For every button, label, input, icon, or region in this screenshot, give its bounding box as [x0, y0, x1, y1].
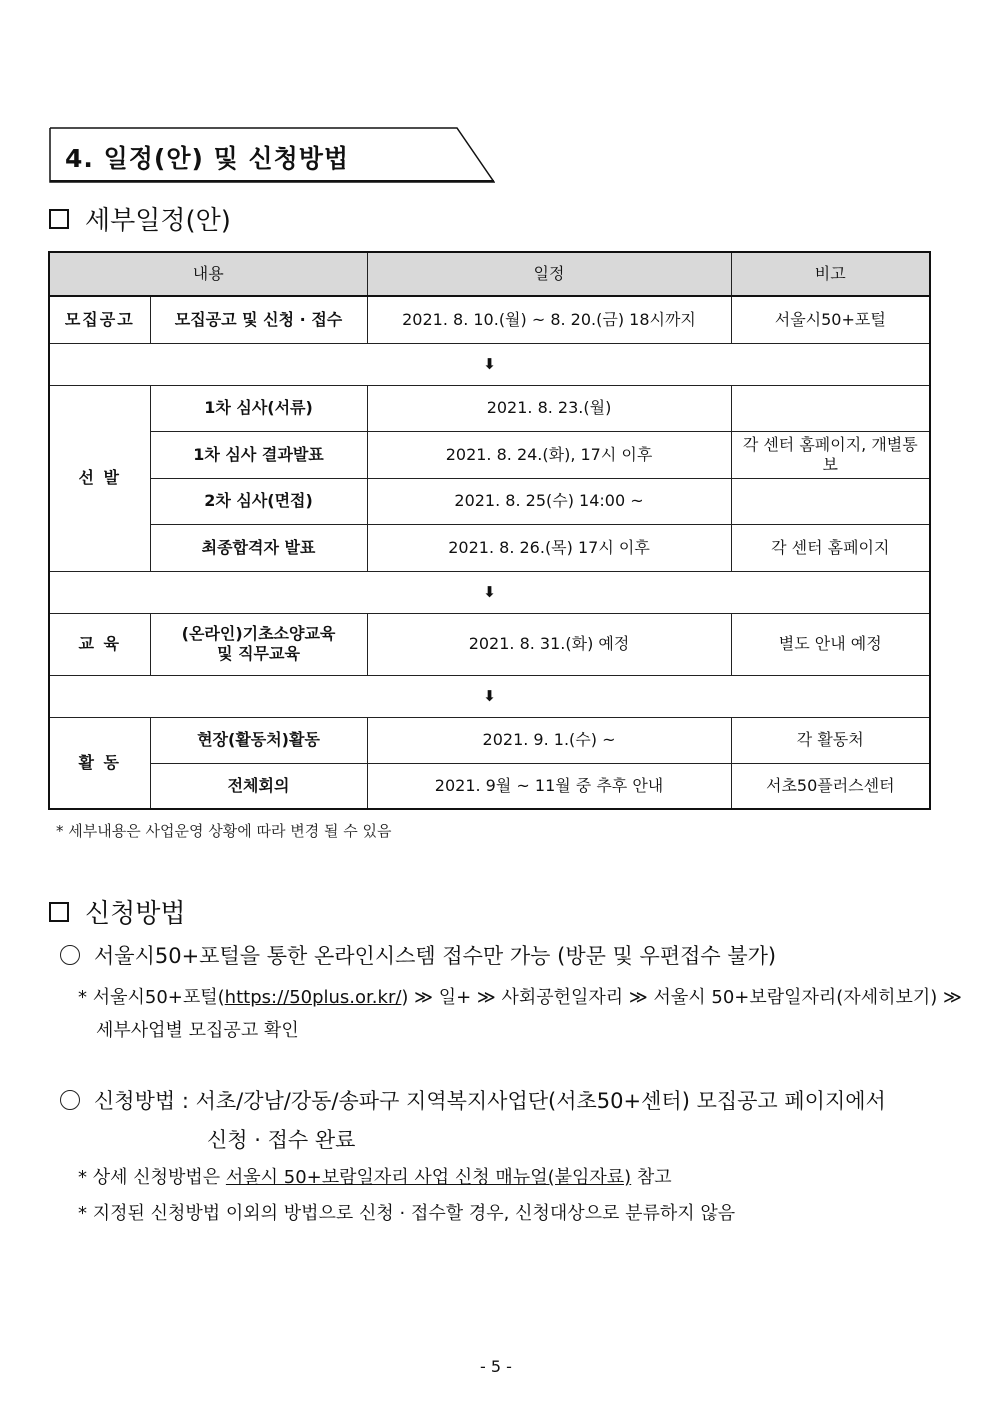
- date-cell: 2021. 8. 24.(화), 17시 이후: [367, 431, 731, 478]
- note-cell: 각 센터 홈페이지, 개별통보: [731, 431, 930, 478]
- schedule-heading-text: 세부일정(안): [85, 206, 231, 236]
- table-row: [49, 524, 930, 571]
- apply-item-2-note-1: [78, 1163, 672, 1189]
- arrow-row: [49, 571, 930, 613]
- date-cell: 2021. 8. 26.(목) 17시 이후: [367, 524, 731, 571]
- category-cell: 선 발: [49, 385, 150, 571]
- apply-item-2-note-2: * 지정된 신청방법 이외의 방법으로 신청 · 접수할 경우, 신청대상으로 분류하지 않음: [78, 1203, 736, 1224]
- note-text: * 서울시50+포털(: [78, 987, 225, 1008]
- date-cell: 2021. 8. 10.(월) ~ 8. 20.(금) 18시까지: [367, 296, 731, 343]
- apply-item-2-text: 신청방법 : 서초/강남/강동/송파구 지역복지사업단(서초50+센터) 모집공고 페이지에서: [94, 1089, 886, 1113]
- table-row: [49, 613, 930, 675]
- item-cell: 1차 심사 결과발표: [150, 431, 367, 478]
- item-line: 및 직무교육: [217, 644, 300, 663]
- apply-heading-text: 신청방법: [85, 899, 186, 929]
- date-cell: 2021. 8. 23.(월): [367, 385, 731, 431]
- portal-link[interactable]: https://50plus.or.kr/: [224, 987, 402, 1008]
- table-row: [49, 763, 930, 809]
- note-cell: [731, 385, 930, 431]
- item-cell: 최종합격자 발표: [150, 524, 367, 571]
- category-cell: 모집공고: [49, 296, 150, 343]
- down-arrow-icon: ⬇: [483, 583, 496, 601]
- page-number: - 5 -: [480, 1357, 512, 1376]
- date-cell: 2021. 8. 25(수) 14:00 ~: [367, 478, 731, 524]
- schedule-heading: [49, 200, 231, 237]
- circle-bullet-icon: [60, 1090, 80, 1110]
- header-date: 일정: [367, 252, 731, 296]
- item-cell: 2차 심사(면접): [150, 478, 367, 524]
- table-row: [49, 296, 930, 343]
- note-cell: 별도 안내 예정: [731, 613, 930, 675]
- item-cell: 전체회의: [150, 763, 367, 809]
- item-line: (온라인)기초소양교육: [181, 624, 336, 643]
- item-cell: 모집공고 및 신청 · 접수: [150, 296, 367, 343]
- table-row: [49, 385, 930, 431]
- table-row: [49, 431, 930, 478]
- category-cell: 활 동: [49, 717, 150, 809]
- item-cell: 현장(활동처)활동: [150, 717, 367, 763]
- apply-item-1-note-line2: 세부사업별 모집공고 확인: [96, 1020, 299, 1041]
- checkbox-square-icon: [49, 209, 69, 229]
- date-cell: 2021. 8. 31.(화) 예정: [367, 613, 731, 675]
- schedule-table: [48, 251, 931, 810]
- note-text: * 상세 신청방법은: [78, 1167, 226, 1188]
- table-row: [49, 717, 930, 763]
- category-cell: 교 육: [49, 613, 150, 675]
- header-content: 내용: [49, 252, 367, 296]
- apply-item-1-text: 서울시50+포털을 통한 온라인시스템 접수만 가능 (방문 및 우편접수 불가): [94, 944, 777, 968]
- section-title-box: [49, 127, 495, 183]
- note-cell: 각 활동처: [731, 717, 930, 763]
- apply-item-2-line2: 신청 · 접수 완료: [207, 1128, 356, 1152]
- arrow-row: [49, 675, 930, 717]
- table-header-row: [49, 252, 930, 296]
- apply-item-1: [60, 940, 776, 970]
- table-footnote: * 세부내용은 사업운영 상황에 따라 변경 될 수 있음: [56, 822, 392, 840]
- note-text: 참고: [631, 1167, 672, 1188]
- note-cell: 각 센터 홈페이지: [731, 524, 930, 571]
- manual-reference: 서울시 50+보람일자리 사업 신청 매뉴얼(붙임자료): [225, 1167, 632, 1188]
- down-arrow-icon: ⬇: [483, 687, 496, 705]
- note-text: ) ≫ 일+ ≫ 사회공헌일자리 ≫ 서울시 50+보람일자리(자세히보기) ≫: [401, 987, 962, 1008]
- apply-heading: [49, 893, 185, 930]
- section-title: 4. 일정(안) 및 신청방법: [65, 144, 350, 173]
- apply-item-2: [60, 1085, 886, 1115]
- apply-item-1-note: [78, 983, 962, 1009]
- item-cell: 1차 심사(서류): [150, 385, 367, 431]
- note-cell: 서울시50+포털: [731, 296, 930, 343]
- circle-bullet-icon: [60, 945, 80, 965]
- down-arrow-icon: ⬇: [483, 355, 496, 373]
- header-note: 비고: [731, 252, 930, 296]
- date-cell: 2021. 9. 1.(수) ~: [367, 717, 731, 763]
- date-cell: 2021. 9월 ~ 11월 중 추후 안내: [367, 763, 731, 809]
- table-row: [49, 478, 930, 524]
- checkbox-square-icon: [49, 902, 69, 922]
- item-cell: [150, 613, 367, 675]
- note-cell: 서초50플러스센터: [731, 763, 930, 809]
- note-cell: [731, 478, 930, 524]
- arrow-row: [49, 343, 930, 385]
